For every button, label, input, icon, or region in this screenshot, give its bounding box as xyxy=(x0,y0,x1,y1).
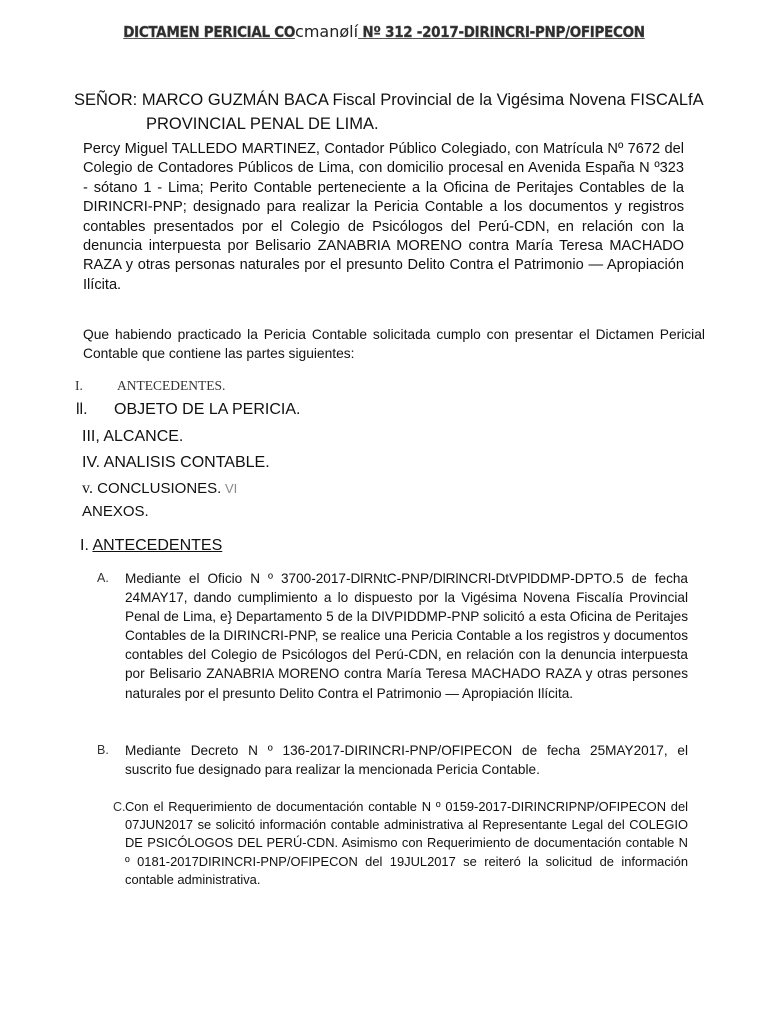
contents-item-anexos: ANEXOS. xyxy=(82,503,149,520)
item-marker: C. xyxy=(113,800,126,814)
section-heading-antecedentes xyxy=(80,537,222,555)
item-text: Con el Requerimiento de documentación contable N º 0159-2017-DIRINCRIPNP/OFIPECON del 07JUN2017 se solicitó información contable administrativa al Representante Legal del COLEGIO DE PSICÓLOGOS DEL PERÚ-CDN. Asimismo con Requerimiento de documentación contable N º 0181-2017DIRINCRI-PNP/OFIPECON del 19JUL2017 se reiteró la solicitud de información contable administrativa. xyxy=(125,799,688,887)
title-part-2: cmanølí xyxy=(295,22,359,41)
contents-item-label: OBJETO DE LA PERICIA. xyxy=(114,401,301,418)
addressee-line-1: SEÑOR: MARCO GUZMÁN BACA Fiscal Provincial de la Vigésima Novena FISCALfA xyxy=(74,91,704,109)
title-part-1: DICTAMEN PERICIAL CO xyxy=(123,23,296,41)
section-title: ANTECEDENTES xyxy=(92,537,223,554)
contents-item-suffix: VI xyxy=(221,481,238,496)
contents-item-conclusiones xyxy=(82,480,237,498)
contents-item-analisis: IV. ANALISIS CONTABLE. xyxy=(82,454,270,471)
intro-paragraph: Percy Miguel TALLEDO MARTINEZ, Contador Público Colegiado, con Matrícula Nº 7672 del Colegio de Contadores Públicos de Lima, con domicilio procesal en Avenida España N º323 - sótano 1 - Lima; Perito Contable perteneciente a la Oficina de Peritajes Contables de la DIRINCRI-PNP; designado para realizar la Pericia Contable a los documentos y registros contables presentados por el Colegio de Psicólogos del Perú-CDN, en relación con la denuncia interpuesta por Belisario ZANABRIA MORENO contra María Teresa MACHADO RAZA y otras personas naturales por el presunto Delito Contra el Patrimonio — Apropiación Ilícita. xyxy=(83,141,684,293)
contents-item-antecedentes xyxy=(75,378,225,394)
contents-item-objeto xyxy=(76,401,300,419)
contents-item-label: CONCLUSIONES. xyxy=(92,480,222,497)
section-number: I. xyxy=(80,537,93,554)
item-text: Mediante Decreto N º 136-2017-DIRINCRI-PNP/OFIPECON de fecha 25MAY2017, el suscrito fue designado para realizar la mencionada Pericia Contable. xyxy=(125,743,688,778)
contents-item-number: ll. xyxy=(76,401,88,418)
contents-item-number: v. xyxy=(82,480,93,497)
contents-item-number: I. xyxy=(75,378,83,393)
addressee-line-2: PROVINCIAL PENAL DE LIMA. xyxy=(146,115,379,133)
contents-item-alcance: III, ALCANCE. xyxy=(82,428,184,445)
antecedente-item-a xyxy=(97,569,688,703)
lead-paragraph: Que habiendo practicado la Pericia Contable solicitada cumplo con presentar el Dictamen Pericial Contable que contiene las partes siguientes: xyxy=(83,327,705,361)
document-title xyxy=(0,22,768,43)
contents-item-label: ANTECEDENTES. xyxy=(117,378,226,393)
item-marker: A. xyxy=(97,571,109,585)
addressee-block xyxy=(74,88,714,136)
antecedente-item-b xyxy=(97,741,688,779)
item-text: Mediante el Oficio N º 3700-2017-DlRNtC-PNP/DlRlNCRl-DtVPlDDMP-DPTO.5 de fecha 24MAY17, dando cumplimiento a lo dispuesto por la Vigésima Novena Fiscalía Provincial Penal de Lima, e} Departamento 5 de la DIVPIDDMP-PNP solicitó a esta Oficina de Peritajes Contables de la DIRINCRI-PNP, se realice una Pericia Contable a los registros y documentos contables del Colegio de Psicólogos del Perú-CDN, en relación con la denuncia interpuesta por Belisario ZANABRIA MORENO contra María Teresa MACHADO RAZA y otras persones naturales por el presunto Delito Contra el Patrimonio — Apropiación Ilícita. xyxy=(125,571,688,701)
antecedente-item-c xyxy=(113,798,688,889)
item-marker: B. xyxy=(97,743,109,757)
title-part-3: Nº 312 -2017-DIRINCRI-PNP/OFIPECON xyxy=(358,23,645,41)
